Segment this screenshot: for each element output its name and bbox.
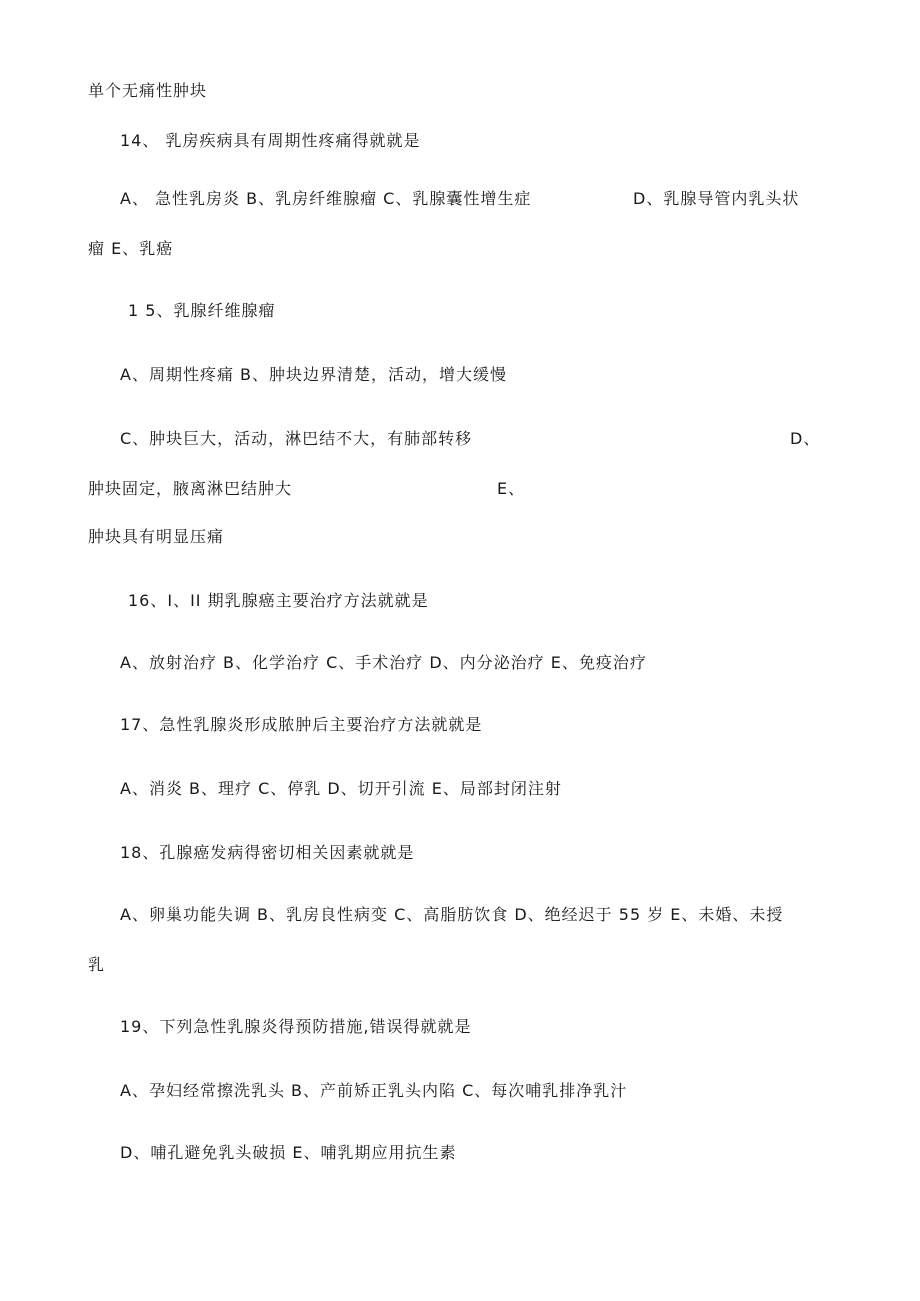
q15-options-a-b: A、周期性疼痛 B、肿块边界清楚，活动，增大缓慢 bbox=[120, 365, 508, 384]
q15-option-e-label: E、 bbox=[497, 479, 526, 498]
question-17: 17、急性乳腺炎形成脓肿后主要治疗方法就就是 bbox=[120, 715, 483, 734]
q15-option-e-text: 肿块具有明显压痛 bbox=[88, 527, 225, 546]
question-19: 19、下列急性乳腺炎得预防措施,错误得就就是 bbox=[120, 1017, 472, 1036]
q17-options: A、消炎 B、理疗 C、停乳 D、切开引流 E、局部封闭注射 bbox=[120, 779, 562, 798]
question-18: 18、孔腺癌发病得密切相关因素就就是 bbox=[120, 843, 415, 862]
q15-option-d-text: 肿块固定，腋离淋巴结肿大 bbox=[88, 479, 293, 498]
q14-option-d: D、乳腺导管内乳头状 bbox=[633, 189, 800, 208]
q16-options: A、放射治疗 B、化学治疗 C、手术治疗 D、内分泌治疗 E、免疫治疗 bbox=[120, 653, 647, 672]
q18-options-cont: 乳 bbox=[88, 955, 106, 974]
q14-options-a-c: A、 急性乳房炎 B、乳房纤维腺瘤 C、乳腺囊性增生症 bbox=[120, 189, 532, 208]
line-1: 单个无痛性肿块 bbox=[88, 81, 208, 100]
question-14: 14、 乳房疾病具有周期性疼痛得就就是 bbox=[120, 131, 421, 150]
q14-option-e: 瘤 E、乳癌 bbox=[88, 239, 174, 258]
q15-option-d-label: D、 bbox=[790, 429, 821, 448]
question-15: 1 5、乳腺纤维腺瘤 bbox=[128, 301, 276, 320]
q19-options-a-c: A、孕妇经常擦洗乳头 B、产前矫正乳头内陷 C、每次哺乳排净乳汁 bbox=[120, 1081, 628, 1100]
q18-options: A、卵巢功能失调 B、乳房良性病变 C、高脂肪饮食 D、绝经迟于 55 岁 E、未婚、未授 bbox=[120, 905, 784, 924]
q15-option-c: C、肿块巨大，活动，淋巴结不大，有肺部转移 bbox=[120, 429, 473, 448]
q19-options-d-e: D、哺孔避免乳头破损 E、哺乳期应用抗生素 bbox=[120, 1143, 457, 1162]
question-16: 16、I、II 期乳腺癌主要治疗方法就就是 bbox=[128, 591, 429, 610]
